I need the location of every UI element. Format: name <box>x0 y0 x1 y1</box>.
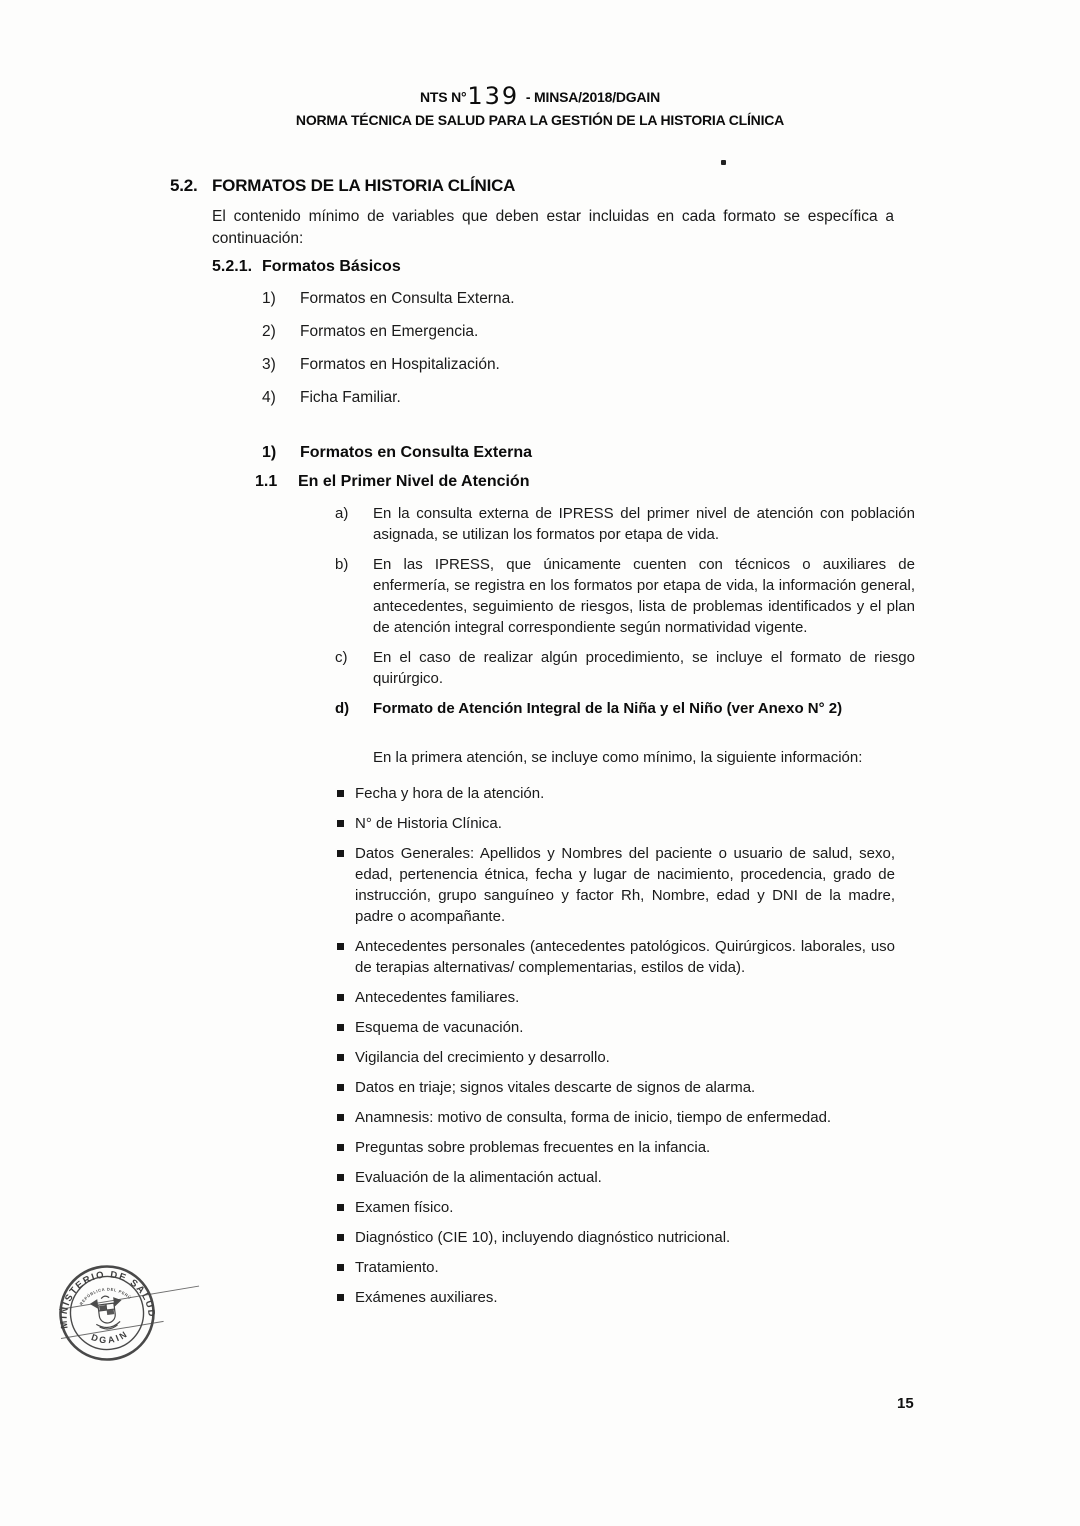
bullet-text: Tratamiento. <box>355 1259 439 1276</box>
bullet-item <box>337 1047 895 1068</box>
ministry-seal-stamp <box>51 1257 162 1368</box>
section-intro-paragraph: El contenido mínimo de variables que deben estar incluidas en cada formato se específica a continuación: <box>212 208 894 247</box>
list-item <box>262 288 515 309</box>
bullet-text: Vigilancia del crecimiento y desarrollo. <box>355 1049 610 1066</box>
bullet-text: Evaluación de la alimentación actual. <box>355 1169 602 1186</box>
primer-nivel-heading <box>255 473 529 491</box>
list-item-text: Formatos en Emergencia. <box>300 323 479 340</box>
list-item-marker: 2) <box>262 323 276 340</box>
bullet-text: N° de Historia Clínica. <box>355 815 502 832</box>
norm-code-prefix: NTS N° <box>419 89 467 105</box>
ink-speck <box>721 160 726 165</box>
bullet-item <box>337 936 895 978</box>
heading-text: En el Primer Nivel de Atención <box>298 473 530 490</box>
header-norm-code <box>0 82 1080 110</box>
subsection-heading <box>212 258 401 276</box>
lettered-item-text: En las IPRESS, que únicamente cuenten con técnicos o auxiliares de enfermería, se registra en los formatos por etapa de vida, la información general, antecedentes, seguimiento de riesgos, lista de problemas identificados y el plan de atención integral correspondiente según normatividad vigente. <box>373 556 915 636</box>
seal-inner-arc-text: REPÚBLICA DEL PERÚ <box>78 1286 133 1307</box>
bullet-item <box>337 1137 895 1158</box>
subsection-title: Formatos Básicos <box>262 258 401 275</box>
bullet-item <box>337 1287 895 1308</box>
bullet-marker <box>337 994 344 1001</box>
list-item <box>262 387 515 408</box>
heading-marker: 1) <box>262 444 277 461</box>
lettered-item-marker: d) <box>335 700 350 717</box>
bullet-marker <box>337 850 344 857</box>
lettered-item-marker: b) <box>335 556 349 573</box>
bullet-text: Examen físico. <box>355 1199 454 1216</box>
list-item <box>262 321 515 342</box>
bullet-text: Preguntas sobre problemas frecuentes en la infancia. <box>355 1139 711 1156</box>
bullet-marker <box>337 1174 344 1181</box>
lettered-item-c <box>335 647 915 689</box>
bullet-marker <box>337 1204 344 1211</box>
bullet-text: Antecedentes personales (antecedentes patológicos. Quirúrgicos. laborales, uso de terapias alternativas/ complementarias, estilos de vida). <box>355 938 895 976</box>
bullet-text: Datos en triaje; signos vitales descarte de signos de alarma. <box>355 1079 756 1096</box>
section-heading <box>170 176 515 196</box>
bullet-text: Antecedentes familiares. <box>355 989 520 1006</box>
list-item-marker: 4) <box>262 389 276 406</box>
bullet-marker <box>337 1084 344 1091</box>
lettered-item-marker: c) <box>335 649 348 666</box>
bullet-text: Diagnóstico (CIE 10), incluyendo diagnóstico nutricional. <box>355 1229 731 1246</box>
handwritten-norm-number: 139 <box>467 82 520 110</box>
bullet-item <box>337 1107 895 1128</box>
bullet-item <box>337 1167 895 1188</box>
bullet-marker <box>337 790 344 797</box>
bullet-marker <box>337 1234 344 1241</box>
list-item-text: Formatos en Hospitalización. <box>300 356 500 373</box>
bullet-marker <box>337 1054 344 1061</box>
minimum-information-bullet-list <box>337 783 895 1308</box>
bullet-item <box>337 987 895 1008</box>
bullet-text: Exámenes auxiliares. <box>355 1289 498 1306</box>
bullet-marker <box>337 1264 344 1271</box>
bullet-marker <box>337 820 344 827</box>
bullet-item <box>337 1227 895 1248</box>
list-item-marker: 1) <box>262 290 276 307</box>
bullet-text: Fecha y hora de la atención. <box>355 785 545 802</box>
heading-marker: 1.1 <box>255 473 278 490</box>
lettered-item-d <box>335 698 915 719</box>
heading-text: Formatos en Consulta Externa <box>300 444 533 461</box>
bullet-marker <box>337 943 344 950</box>
bullet-marker <box>337 1294 344 1301</box>
lettered-item-text: Formato de Atención Integral de la Niña y el Niño (ver Anexo N° 2) <box>373 700 843 717</box>
list-item-marker: 3) <box>262 356 276 373</box>
lettered-item-a <box>335 503 915 545</box>
page-number: 15 <box>897 1395 914 1412</box>
bullet-marker <box>337 1144 344 1151</box>
seal-bottom-text: DGAIN <box>89 1328 131 1346</box>
list-item-text: Ficha Familiar. <box>300 389 401 406</box>
subsection-number: 5.2.1. <box>212 258 253 275</box>
lettered-item-marker: a) <box>335 505 349 522</box>
lettered-item-text: En la consulta externa de IPRESS del primer nivel de atención con población asignada, se utilizan los formatos por etapa de vida. <box>373 505 915 543</box>
consulta-externa-heading <box>262 444 532 462</box>
lettered-items-list <box>335 503 915 719</box>
d-item-intro-paragraph: En la primera atención, se incluye como mínimo, la siguiente información: <box>373 749 863 766</box>
document-header <box>0 84 1080 130</box>
section-title: FORMATOS DE LA HISTORIA CLÍNICA <box>212 176 516 195</box>
header-norm-title: NORMA TÉCNICA DE SALUD PARA LA GESTIÓN DE LA HISTORIA CLÍNICA <box>295 112 785 128</box>
lettered-item-b <box>335 554 915 638</box>
bullet-item <box>337 843 895 927</box>
bullet-item <box>337 1017 895 1038</box>
bullet-item <box>337 1257 895 1278</box>
basic-formats-list <box>262 288 515 408</box>
list-item <box>262 354 515 375</box>
lettered-item-text: En el caso de realizar algún procedimiento, se incluye el formato de riesgo quirúrgico. <box>373 649 915 687</box>
bullet-text: Datos Generales: Apellidos y Nombres del paciente o usuario de salud, sexo, edad, pertenencia étnica, fecha y lugar de nacimiento, procedencia, grado de instrucción, grupo sanguíneo y factor Rh, Nombre, edad y DNI de la madre, padre o acompañante. <box>355 845 895 925</box>
section-number: 5.2. <box>170 176 198 195</box>
bullet-item <box>337 1077 895 1098</box>
norm-code-suffix: - MINSA/2018/DGAIN <box>525 89 661 105</box>
bullet-item <box>337 783 895 804</box>
seal-arc-text: MINISTERIO DE SALUD <box>58 1269 157 1330</box>
bullet-marker <box>337 1114 344 1121</box>
bullet-marker <box>337 1024 344 1031</box>
bullet-text: Anamnesis: motivo de consulta, forma de inicio, tiempo de enfermedad. <box>355 1109 832 1126</box>
bullet-item <box>337 813 895 834</box>
list-item-text: Formatos en Consulta Externa. <box>300 290 515 307</box>
bullet-text: Esquema de vacunación. <box>355 1019 524 1036</box>
bullet-item <box>337 1197 895 1218</box>
